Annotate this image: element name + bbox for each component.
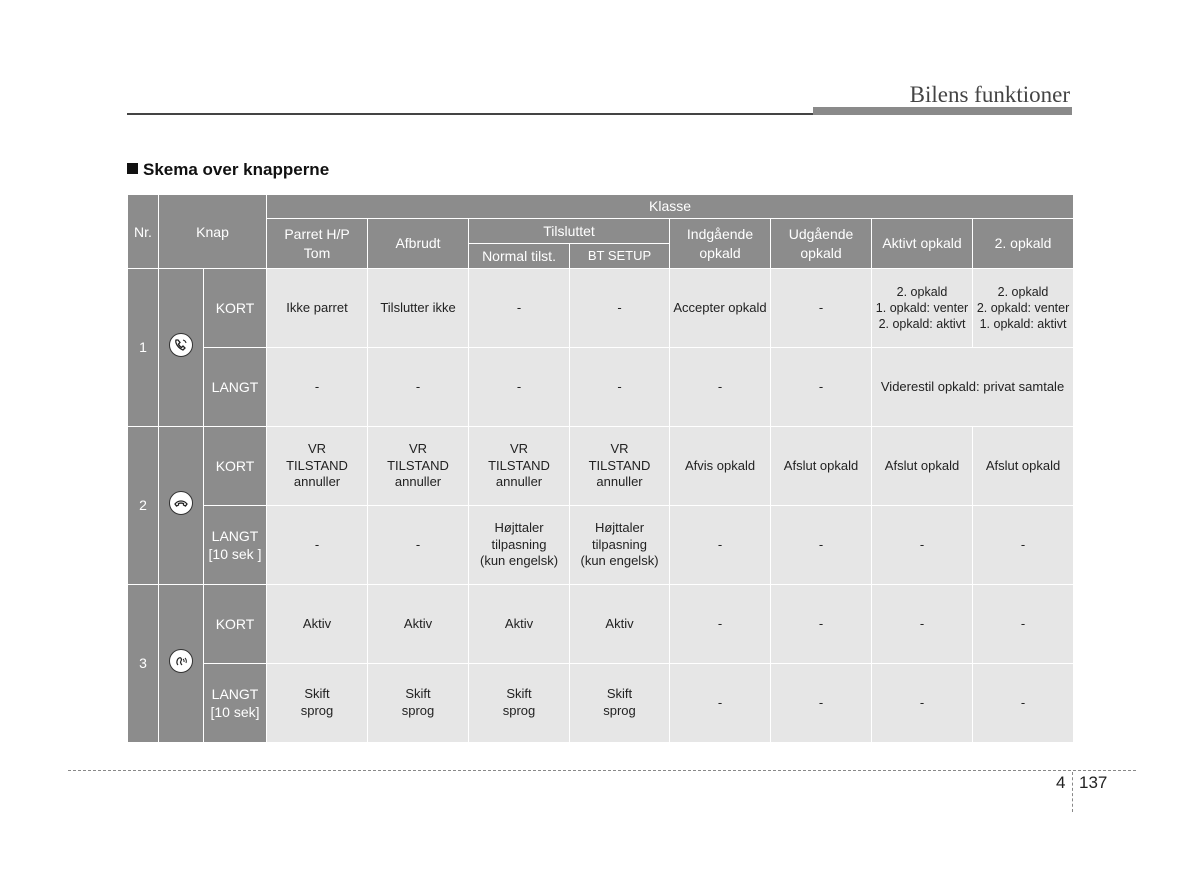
header-indgaende-l2: opkald [699,244,741,261]
cell-r1-kort-udgaende: - [771,269,872,348]
cell-r3-kort-udgaende: - [771,585,872,664]
cell-r3-kort-indgaende: - [670,585,771,664]
header-aktivt-opkald: Aktivt opkald [872,219,973,269]
cell-r2-langt-udgaende: - [771,506,872,585]
header-indgaende-l1: Indgående [686,226,754,243]
cell-r1-langt-btsetup: - [570,348,670,427]
label-line: [10 sek ] [208,546,262,562]
cell-r2-langt-indgaende: - [670,506,771,585]
cell-line: annuller [495,474,543,490]
cell-r2-kort-udgaende: Afslut opkald [771,427,872,506]
cell-line: VR [610,440,629,456]
cell-line: 2. opkald [997,284,1049,299]
cell-r2-langt-afbrudt: - [368,506,469,585]
footer-divider [1072,772,1073,812]
cell-r3-kort-parret: Aktiv [267,585,368,664]
cell-line: tilpasning [592,536,647,552]
cell-r3-langt-parret [267,664,368,743]
row-2-nr: 2 [128,427,159,585]
header-udgaende [771,219,872,269]
cell-line: Skift [405,686,431,702]
header-parret-sub: Tom [303,244,331,261]
cell-r3-kort-btsetup: Aktiv [570,585,670,664]
cell-line: Skift [304,686,330,702]
cell-r2-langt-2-opkald: - [973,506,1074,585]
row-3-nr: 3 [128,585,159,743]
cell-line: sprog [300,703,334,718]
row-3-button [159,585,204,743]
section-title: Skema over knapperne [143,160,330,179]
cell-r3-langt-2-opkald: - [973,664,1074,743]
cell-line: VR [509,440,529,456]
cell-line: (kun engelsk) [580,553,659,569]
cell-line: 1. opkald: venter [875,300,969,315]
label-line: LANGT [211,527,259,544]
cell-line: TILSTAND [387,457,449,473]
cell-r3-langt-indgaende: - [670,664,771,743]
cell-r1-langt-parret: - [267,348,368,427]
header-udgaende-l1: Udgående [788,226,854,243]
cell-line: VR [307,440,327,456]
header-knap: Knap [159,195,267,269]
cell-line: 2. opkald: venter [976,300,1070,315]
cell-r3-langt-btsetup [570,664,670,743]
section-heading [127,160,329,180]
cell-line: 2. opkald [896,284,948,299]
cell-line: 1. opkald: aktivt [979,317,1067,332]
footer-rule [68,770,1136,771]
row-2-kort-label: KORT [204,427,267,506]
cell-r1-kort-indgaende: Accepter opkald [670,269,771,348]
cell-r3-langt-aktivt: - [872,664,973,743]
row-3-langt-label [204,664,267,743]
square-bullet-icon [127,163,138,174]
label-line: [10 sek] [210,704,260,720]
cell-r2-kort-parret [267,427,368,506]
cell-r1-langt-aktivt-2-opkald: Viderestil opkald: privat samtale [872,348,1074,427]
cell-r1-langt-normal: - [469,348,570,427]
cell-r2-kort-indgaende: Afvis opkald [670,427,771,506]
row-1-kort-label: KORT [204,269,267,348]
row-1-nr: 1 [128,269,159,427]
cell-line: TILSTAND [488,457,550,473]
cell-r3-kort-aktivt: - [872,585,973,664]
phone-call-icon [169,333,193,357]
cell-r1-langt-afbrudt: - [368,348,469,427]
header-indgaende [670,219,771,269]
cell-line: VR [408,440,428,456]
header-rule [127,113,813,115]
cell-line: sprog [502,703,536,718]
row-2-langt-label [204,506,267,585]
button-table [127,194,1074,743]
voice-recognition-icon [169,649,193,673]
header-parret [267,219,368,269]
cell-r3-langt-udgaende: - [771,664,872,743]
cell-r1-kort-afbrudt: Tilslutter ikke [368,269,469,348]
chapter-number: 4 [1056,773,1066,792]
cell-r2-langt-aktivt: - [872,506,973,585]
cell-line: TILSTAND [286,457,348,473]
cell-line: Højttaler [594,519,645,535]
cell-line: 2. opkald: aktivt [878,317,966,332]
page-header-title: Bilens funktioner [909,82,1070,107]
cell-r1-kort-parret: Ikke parret [267,269,368,348]
cell-r2-kort-aktivt: Afslut opkald [872,427,973,506]
cell-line: Højttaler [494,519,544,535]
row-1-button [159,269,204,427]
cell-r2-kort-normal [469,427,570,506]
cell-r2-langt-btsetup [570,506,670,585]
cell-r2-langt-parret: - [267,506,368,585]
row-1-langt-label: LANGT [204,348,267,427]
cell-r3-kort-normal: Aktiv [469,585,570,664]
header-afbrudt: Afbrudt [368,219,469,269]
header-nr: Nr. [128,195,159,269]
cell-r2-kort-btsetup [570,427,670,506]
cell-line: annuller [293,474,341,490]
cell-line: Skift [606,686,633,702]
row-3-kort-label: KORT [204,585,267,664]
label-line: LANGT [211,685,259,702]
cell-r1-langt-udgaende: - [771,348,872,427]
header-parret-label: Parret H/P [284,226,350,243]
cell-line: sprog [401,703,435,718]
cell-line: TILSTAND [588,457,651,473]
cell-r3-kort-2-opkald: - [973,585,1074,664]
cell-r1-kort-btsetup: - [570,269,670,348]
cell-r1-langt-indgaende: - [670,348,771,427]
header-klasse: Klasse [267,195,1074,219]
cell-r1-kort-aktivt [872,269,973,348]
cell-r3-langt-normal [469,664,570,743]
cell-r3-langt-afbrudt [368,664,469,743]
cell-r2-kort-afbrudt [368,427,469,506]
header-tilsluttet: Tilsluttet [469,219,670,244]
cell-r2-langt-normal [469,506,570,585]
cell-line: sprog [603,703,636,718]
row-2-button [159,427,204,585]
cell-line: annuller [394,474,442,490]
header-udgaende-l2: opkald [800,244,842,261]
cell-line: annuller [596,474,643,490]
cell-r3-kort-afbrudt: Aktiv [368,585,469,664]
cell-r1-kort-normal: - [469,269,570,348]
header-bt-setup: BT SETUP [570,244,670,269]
header-normal-tilst: Normal tilst. [469,244,570,269]
cell-line: tilpasning [491,536,547,552]
cell-r2-kort-2-opkald: Afslut opkald [973,427,1074,506]
cell-line: (kun engelsk) [479,553,559,569]
phone-hangup-icon [169,491,193,515]
header-2-opkald: 2. opkald [973,219,1074,269]
page-number: 137 [1079,773,1108,792]
header-rule-accent [813,107,1072,115]
cell-line: Skift [506,686,532,702]
cell-r1-kort-2-opkald [973,269,1074,348]
